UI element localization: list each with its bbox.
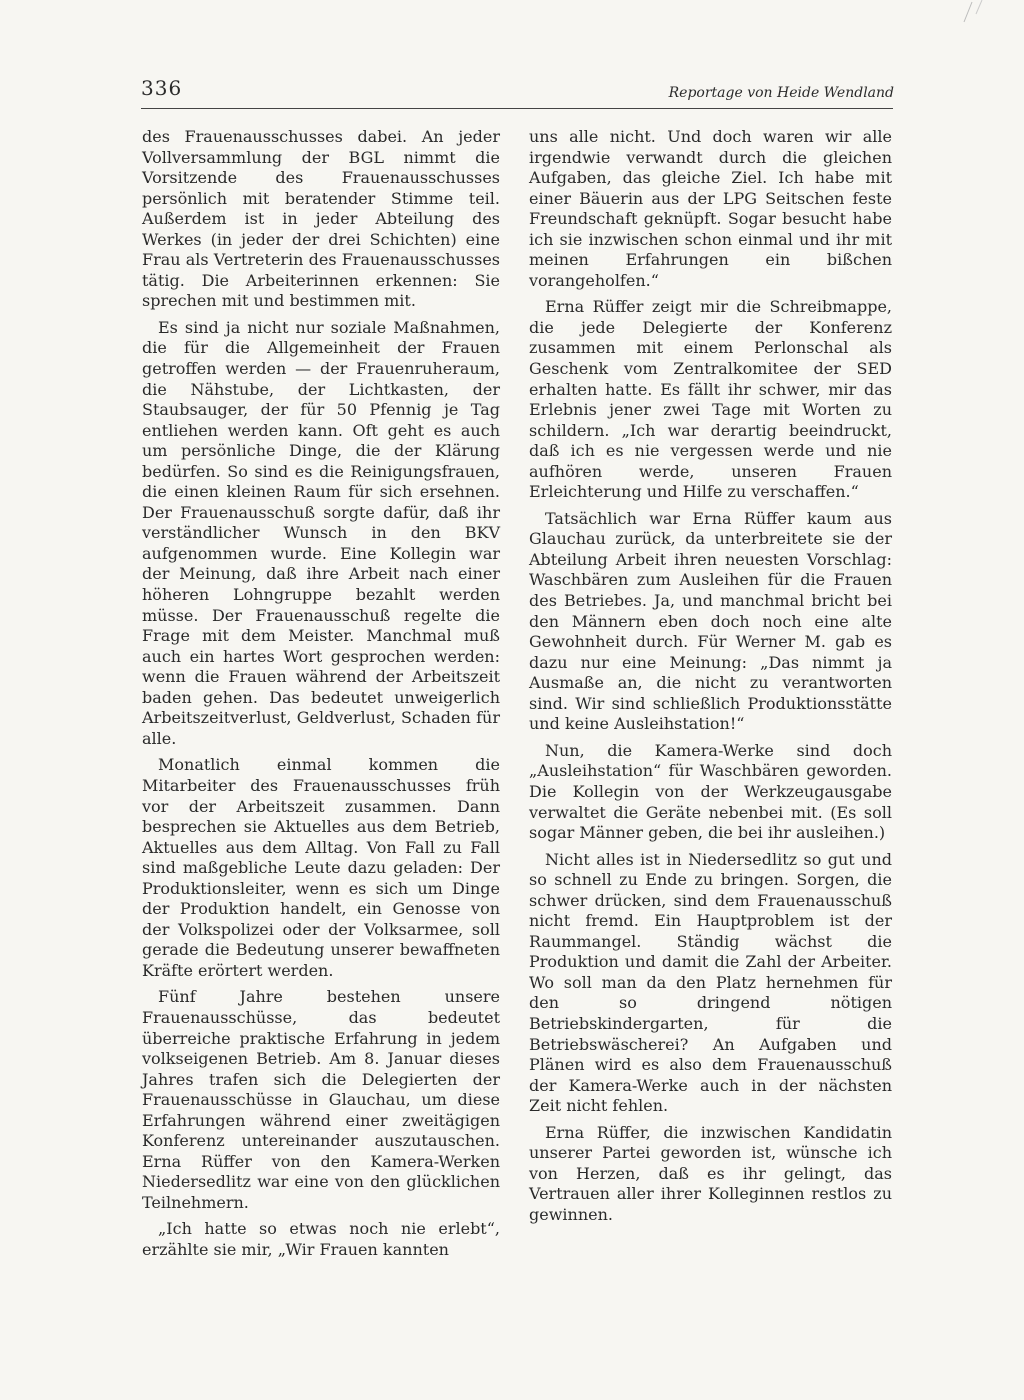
paragraph: Nun, die Kamera-Werke sind doch „Ausleihstation“ für Waschbären geworden. Die Kollegin von der Werkzeugausgabe verwaltet die Geräte nebenbei mit. (Es soll sogar Männer geben, die bei ihr ausleihen.) — [529, 740, 892, 843]
right-column — [529, 127, 892, 1231]
paragraph: Monatlich einmal kommen die Mitarbeiter des Frauenausschusses früh vor der Arbeitszeit zusammen. Dann besprechen sie Aktuelles aus dem Betrieb, Aktuelles aus dem Alltag. Von Fall zu Fall sind maßgebliche Leute dazu geladen: Der Produktionsleiter, wenn es sich um Dinge der Produktion handelt, ein Genosse von der Volkspolizei oder der Volksarmee, soll gerade die Bedeutung unserer bewaffneten Kräfte erörtert werden. — [142, 755, 500, 980]
paragraph: Tatsächlich war Erna Rüffer kaum aus Glauchau zurück, da unterbreitete sie der Abteilung Arbeit ihren neuesten Vorschlag: Waschbären zum Ausleihen für die Frauen des Betriebes. Ja, und manchmal bricht bei den Männern eben doch noch eine alte Gewohnheit durch. Für Werner M. gab es dazu nur eine Meinung: „Das nimmt ja Ausmaße an, die nicht zu verantworten sind. Wir sind schließlich Produktionsstätte und keine Ausleihstation!“ — [529, 508, 892, 734]
scratch-mark — [924, 0, 984, 40]
page-number: 336 — [141, 76, 183, 100]
paragraph: Es sind ja nicht nur soziale Maßnahmen, die für die Allgemeinheit der Frauen getroffen werden — der Frauenruheraum, die Nähstube, der Lichtkasten, der Staubsauger, der für 50 Pfennig je Tag entliehen werden kann. Oft geht es auch um persönliche Dinge, die der Klärung bedürfen. So sind es die Reinigungsfrauen, die einen kleinen Raum für sich ersehnen. Der Frauenausschuß sorgte dafür, daß ihr verständlicher Wunsch in den BKV aufgenommen wurde. Eine Kollegin war der Meinung, daß ihre Arbeit nach einer höheren Lohngruppe bezahlt werden müsse. Der Frauenausschuß regelte die Frage mit dem Meister. Manchmal muß auch ein hartes Wort gesprochen werden: wenn die Frauen während der Arbeitszeit baden gehen. Das bedeutet unweigerlich Arbeitszeitverlust, Geldverlust, Schaden für alle. — [142, 317, 500, 748]
left-column — [142, 127, 500, 1267]
header-rule — [141, 108, 893, 109]
paragraph: Erna Rüffer, die inzwischen Kandidatin unserer Partei geworden ist, wünsche ich von Herzen, daß es ihr gelingt, das Vertrauen aller ihrer Kolleginnen restlos zu gewinnen. — [529, 1122, 892, 1224]
paragraph: „Ich hatte so etwas noch nie erlebt“, erzählte sie mir, „Wir Frauen kannten — [142, 1219, 500, 1259]
paragraph: uns alle nicht. Und doch waren wir alle irgendwie verwandt durch die gleichen Aufgaben, das gleiche Ziel. Ich habe mit einer Bäuerin aus der LPG Seitschen feste Freundschaft geknüpft. Sogar besucht habe ich sie inzwischen schon einmal und ihr mit meinen Erfahrungen ein bißchen vorangeholfen.“ — [529, 127, 892, 290]
paragraph: Fünf Jahre bestehen unsere Frauenausschüsse, das bedeutet überreiche praktische Erfahrung in jedem volkseigenen Betrieb. Am 8. Januar dieses Jahres trafen sich die Delegierten der Frauenausschüsse in Glauchau, um diese Erfahrungen während einer zweitägigen Konferenz untereinander auszutauschen. Erna Rüffer von den Kamera-Werken Niedersedlitz war eine von den glücklichen Teilnehmern. — [142, 987, 500, 1212]
running-head: Reportage von Heide Wendland — [668, 85, 894, 101]
paragraph: Nicht alles ist in Niedersedlitz so gut und so schnell zu Ende zu bringen. Sorgen, die schwer drücken, sind dem Frauenausschuß nicht fremd. Ein Hauptproblem ist der Raummangel. Ständig wächst die Produktion und damit die Zahl der Arbeiter. Wo soll man da den Platz hernehmen für den so dringend nötigen Betriebskindergarten, für die Betriebswäscherei? An Aufgaben und Plänen wird es also dem Frauenausschuß der Kamera-Werke auch in der nächsten Zeit nicht fehlen. — [529, 849, 892, 1116]
paragraph: Erna Rüffer zeigt mir die Schreibmappe, die jede Delegierte der Konferenz zusammen mit einem Perlonschal als Geschenk vom Zentralkomitee der SED erhalten hatte. Es fällt ihr schwer, mir das Erlebnis jener zwei Tage mit Worten zu schildern. „Ich war derartig beeindruckt, daß ich es nie vergessen werde und nie aufhören werde, unseren Frauen Erleichterung und Hilfe zu verschaffen.“ — [529, 297, 892, 502]
paragraph: des Frauenausschusses dabei. An jeder Vollversammlung der BGL nimmt die Vorsitzende des Frauenausschusses persönlich mit beratender Stimme teil. Außerdem ist in jeder Abteilung des Werkes (in jeder der drei Schichten) eine Frau als Vertreterin des Frauenausschusses tätig. Die Arbeiterinnen erkennen: Sie sprechen mit und bestimmen mit. — [142, 127, 500, 311]
